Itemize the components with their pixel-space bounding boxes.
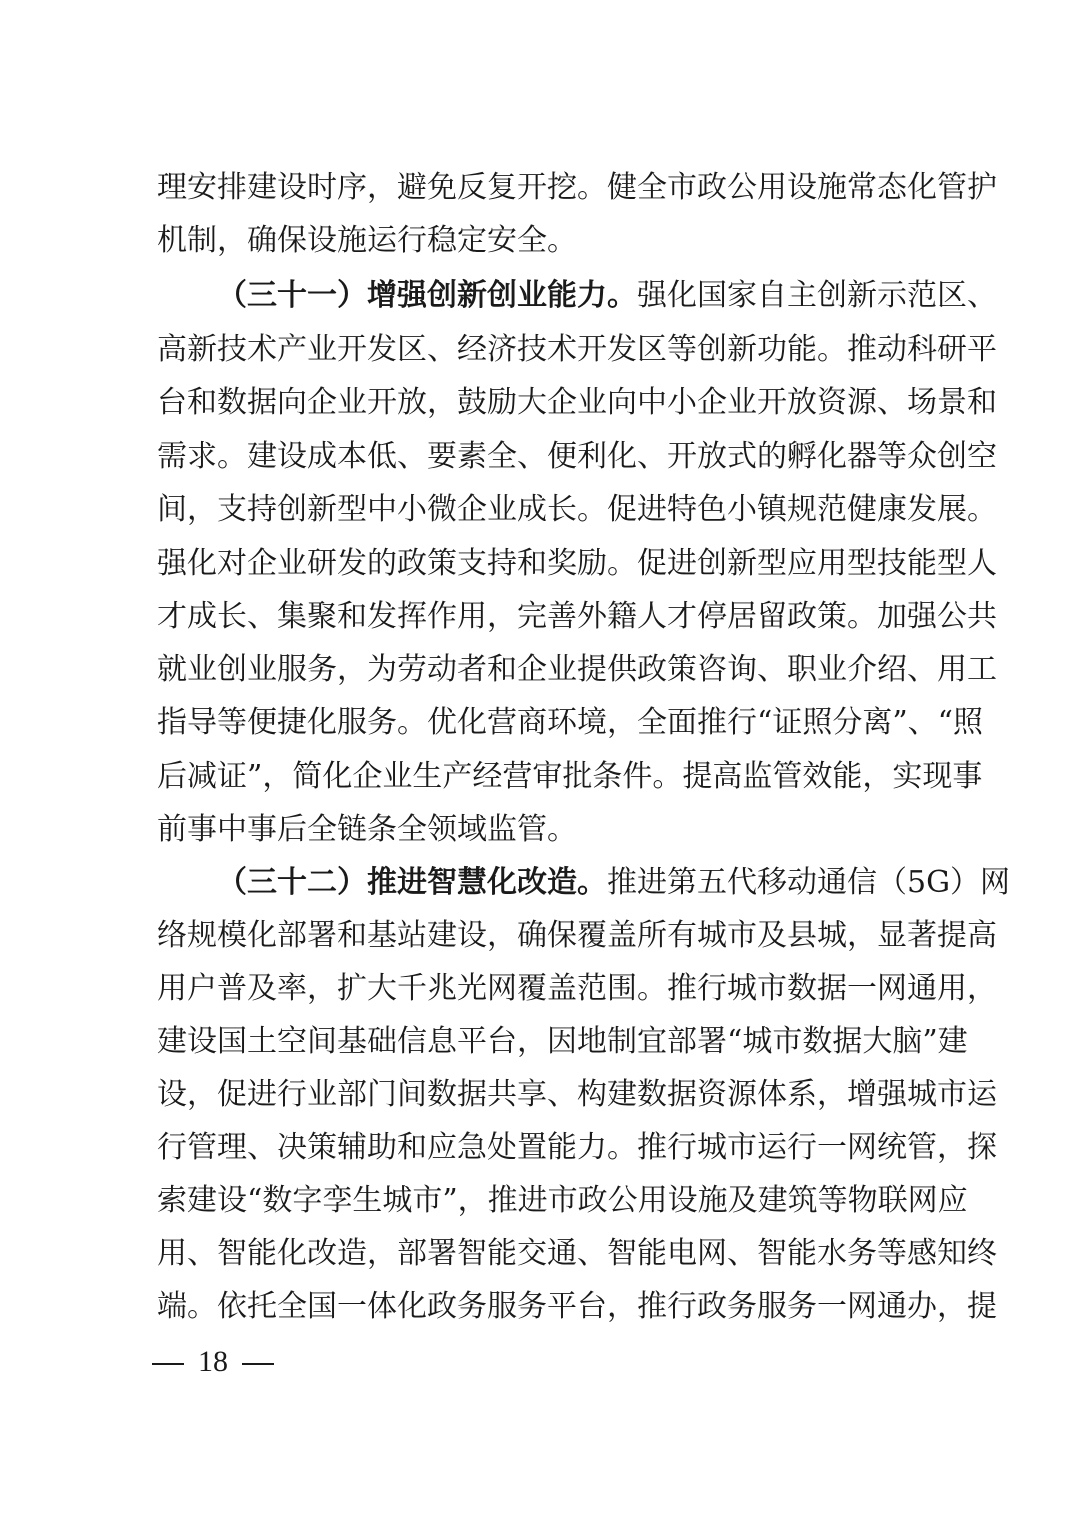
section-31-line xyxy=(217,276,997,316)
body-text: 强化国家自主创新示范区、 xyxy=(637,278,997,313)
body-line: 行管理、决策辅助和应急处置能力。推行城市运行一网统管，探 xyxy=(157,1130,997,1165)
footer-dash-right xyxy=(242,1363,274,1365)
body-line: 络规模化部署和基站建设，确保覆盖所有城市及县城，显著提高 xyxy=(157,918,997,953)
body-line: 就业创业服务，为劳动者和企业提供政策咨询、职业介绍、用工 xyxy=(157,652,997,687)
page-footer xyxy=(152,1342,274,1382)
body-line: 前事中事后全链条全领域监管。 xyxy=(157,812,577,847)
body-line: 设，促进行业部门间数据共享、构建数据资源体系，增强城市运 xyxy=(157,1077,997,1112)
body-line: 建设国土空间基础信息平台，因地制宜部署“城市数据大脑”建 xyxy=(157,1024,968,1059)
section-heading-31: （三十一）增强创新创业能力。 xyxy=(217,278,637,313)
footer-dash-left xyxy=(152,1363,184,1365)
body-line: 索建设“数字孪生城市”，推进市政公用设施及建筑等物联网应 xyxy=(157,1183,968,1218)
body-line: 高新技术产业开发区、经济技术开发区等创新功能。推动科研平 xyxy=(157,332,997,367)
page-number: 18 xyxy=(198,1345,228,1378)
body-line: 用、智能化改造，部署智能交通、智能电网、智能水务等感知终 xyxy=(157,1236,997,1271)
body-line: 指导等便捷化服务。优化营商环境，全面推行“证照分离”、“照 xyxy=(157,705,984,740)
body-line: 机制，确保设施运行稳定安全。 xyxy=(157,223,577,258)
body-line: 才成长、集聚和发挥作用，完善外籍人才停居留政策。加强公共 xyxy=(157,599,997,634)
body-line: 强化对企业研发的政策支持和奖励。促进创新型应用型技能型人 xyxy=(157,546,997,581)
section-32-line xyxy=(217,863,1011,903)
body-line: 用户普及率，扩大千兆光网覆盖范围。推行城市数据一网通用， xyxy=(157,971,997,1006)
body-line: 端。依托全国一体化政务服务平台，推行政务服务一网通办，提 xyxy=(157,1289,997,1324)
body-text: 推进第五代移动通信（5G）网 xyxy=(607,865,1011,900)
section-heading-32: （三十二）推进智慧化改造。 xyxy=(217,865,607,900)
body-line: 间，支持创新型中小微企业成长。促进特色小镇规范健康发展。 xyxy=(157,492,997,527)
body-line: 台和数据向企业开放，鼓励大企业向中小企业开放资源、场景和 xyxy=(157,385,997,420)
body-line: 后减证”，简化企业生产经营审批条件。提高监管效能，实现事 xyxy=(157,759,983,794)
body-line: 理安排建设时序，避免反复开挖。健全市政公用设施常态化管护 xyxy=(157,170,997,205)
body-line: 需求。建设成本低、要素全、便利化、开放式的孵化器等众创空 xyxy=(157,439,997,474)
